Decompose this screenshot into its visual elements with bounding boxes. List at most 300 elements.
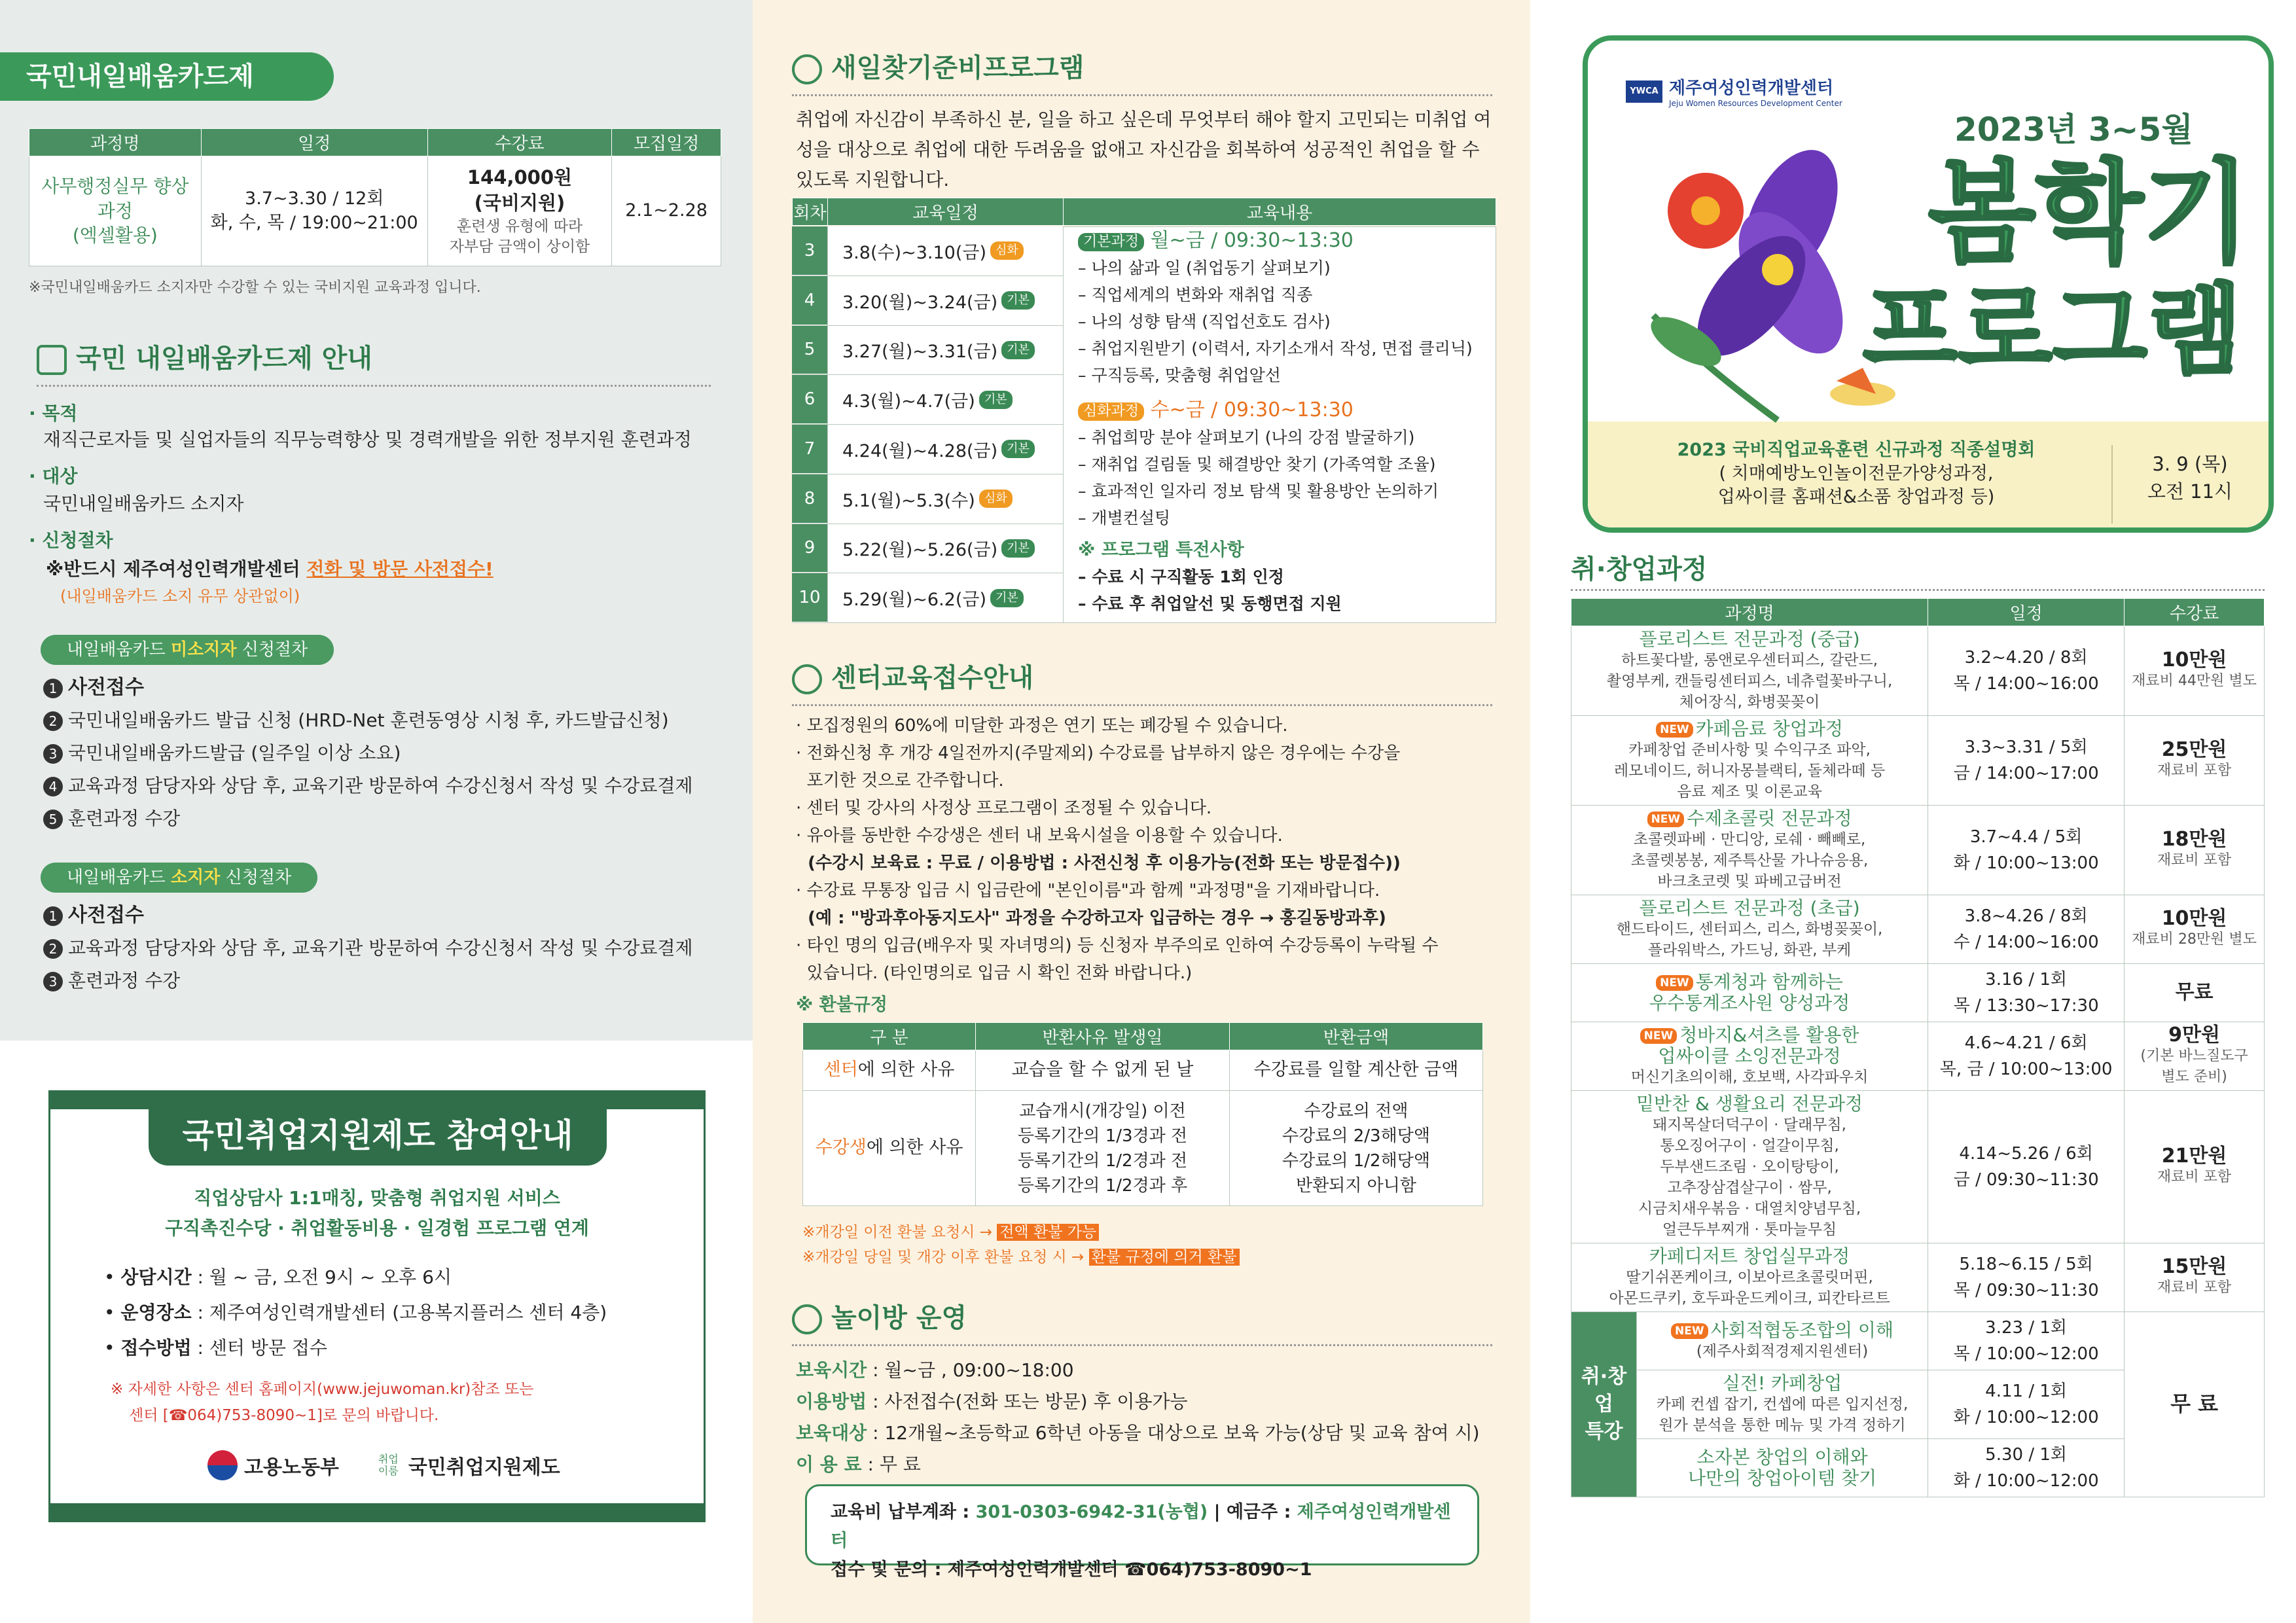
holder-b: 소지자 xyxy=(170,868,221,887)
list-item: 등록기간의 1/2경과 전 xyxy=(1017,1150,1188,1171)
table-row xyxy=(1571,1022,2265,1091)
logo-row xyxy=(207,1446,560,1485)
course-fee-cell xyxy=(2125,626,2265,716)
list-item: · 타인 명의 입금(배우자 및 자녀명의) 등 신청자 부주의로 인하여 수강등록이 누락될 수 xyxy=(796,936,1439,955)
course-schedule-cell xyxy=(1928,716,2125,806)
list-item xyxy=(43,932,693,965)
course-fee: 25만원 xyxy=(2161,738,2227,761)
refund-center: 센터 xyxy=(823,1060,858,1080)
step-text: 국민내일배움카드발급 (일주일 이상 소요) xyxy=(68,742,401,764)
course-name-text: 실전! 카페창업 xyxy=(1722,1372,1842,1394)
step-text: 훈련과정 수강 xyxy=(68,970,181,991)
table-row xyxy=(29,156,721,266)
session-date-cell xyxy=(827,326,1063,375)
session-date: 3.27(월)~3.31(금) xyxy=(842,342,998,363)
briefing-sub-2: 업싸이클 홈패션&소품 창업과정 등) xyxy=(1717,487,1995,507)
briefing-date: 3. 9 (목) xyxy=(2152,453,2228,475)
th-session: 회차 xyxy=(793,198,828,226)
course-desc: 딸기쉬폰케이크, 이보아르초콜릿머핀, xyxy=(1626,1269,1873,1286)
briefing-title: 2023 국비직업교육훈련 신규과정 직종설명회 xyxy=(1677,440,2036,460)
course-fee-note: (국비지원) xyxy=(474,192,565,215)
table-row xyxy=(792,276,1063,326)
course-desc: 초콜렛봉봉, 제주특산물 가나슈응용, xyxy=(1630,852,1869,869)
course-name xyxy=(1575,1094,1924,1115)
course-table xyxy=(1571,598,2265,1497)
course-schedule: 금 / 09:30~11:30 xyxy=(1953,1170,2099,1190)
table-row xyxy=(1571,1312,2265,1370)
pay-account: 301-0303-6942-31(농협) xyxy=(975,1502,1208,1522)
course-schedule-cell xyxy=(1928,964,2125,1022)
table-note: ※국민내일배움카드 소지자만 수강할 수 있는 국비지원 교육과정 입니다. xyxy=(29,279,481,296)
card-system-title: 국민내일배움카드제 xyxy=(0,52,334,101)
list-item: 교습개시(개강일) 이전 xyxy=(1019,1101,1186,1121)
th-fee: 수강료 xyxy=(2125,599,2265,626)
ngs-logo xyxy=(378,1451,560,1480)
course-fee: 10만원 xyxy=(2161,907,2227,930)
procedure-text-a: ※반드시 제주여성인력개발센터 xyxy=(46,558,307,580)
list-item: 등록기간의 1/2경과 후 xyxy=(1017,1175,1188,1196)
course-name xyxy=(1575,1246,1924,1267)
th-schedule: 일정 xyxy=(1928,599,2125,626)
briefing-sub-1: ( 치매예방노인놀이전문가양성과정, xyxy=(1719,463,1994,484)
list-item xyxy=(43,737,693,770)
course-name xyxy=(1575,1025,1924,1046)
procedure-text xyxy=(46,556,493,583)
refund-note-1 xyxy=(802,1220,1240,1245)
session-date-cell xyxy=(827,425,1063,474)
play-title: 놀이방 운영 xyxy=(831,1303,967,1333)
table-row xyxy=(792,425,1063,474)
course-desc: 바크초코렛 및 파베고급버전 xyxy=(1657,873,1842,890)
list-item: – 구직등록, 맞춤형 취업알선 xyxy=(1078,366,1281,385)
refund-center-reason: 에 의한 사유 xyxy=(857,1060,955,1080)
support-box xyxy=(48,1090,706,1522)
table-row xyxy=(792,226,1063,276)
divider xyxy=(792,94,1492,96)
course-schedule-2: 화, 수, 목 / 19:00~21:00 xyxy=(210,212,418,233)
step-number: 2 xyxy=(43,711,63,731)
session-date: 4.3(월)~4.7(금) xyxy=(842,391,975,412)
play-label: 보육시간 xyxy=(796,1359,867,1381)
card-icon xyxy=(37,345,67,375)
refund-row1-amount: 수강료를 일할 계산한 금액 xyxy=(1230,1050,1483,1091)
table-row xyxy=(792,573,1063,623)
list-item: 수강료의 2/3해당액 xyxy=(1282,1126,1430,1146)
step-text: 국민내일배움카드 발급 신청 (HRD-Net 훈련동영상 시청 후, 카드발급신청) xyxy=(68,709,669,731)
refund-note-1-b: 전액 환불 가능 xyxy=(997,1224,1099,1241)
refund-title: ※ 환불규정 xyxy=(796,995,888,1015)
nonholder-a: 내일배움카드 xyxy=(67,640,171,660)
session-number: 7 xyxy=(792,425,827,474)
list-item: – 나의 성향 탐색 (직업선호도 검사) xyxy=(1078,312,1331,331)
new-badge: NEW xyxy=(1656,975,1693,991)
list-item: 포기한 것으로 간주합니다. xyxy=(796,771,1004,791)
list-item: 있습니다. (타인명의로 입금 시 확인 전화 바랍니다.) xyxy=(796,963,1193,983)
course-name-text: 소자본 창업의 이해와 xyxy=(1696,1446,1868,1468)
th-refund-date: 반환사유 발생일 xyxy=(976,1023,1230,1050)
deep-course-line xyxy=(1078,397,1496,424)
support-item-label: 상담시간 xyxy=(120,1266,192,1288)
nonholder-b: 미소지자 xyxy=(170,640,237,660)
play-value: 12개월~초등학교 6학년 아동을 대상으로 보육 가능(상담 및 교육 참여 시) xyxy=(884,1422,1480,1444)
divider xyxy=(792,704,1492,706)
step-number: 3 xyxy=(43,744,63,764)
session-date-cell xyxy=(827,375,1063,424)
th-content: 교육내용 xyxy=(1064,198,1496,226)
course-fee: 무료 xyxy=(2175,981,2214,1004)
course-schedule: 4.11 / 1회 xyxy=(1985,1382,2068,1401)
briefing-text xyxy=(1607,438,2105,509)
course-schedule: 3.23 / 1회 xyxy=(1985,1318,2068,1338)
course-fee-cell xyxy=(2125,806,2265,895)
course-name-text: 사회적협동조합의 이해 xyxy=(1710,1319,1894,1341)
th-date: 교육일정 xyxy=(828,198,1064,226)
step-number: 5 xyxy=(43,810,63,829)
th-schedule: 일정 xyxy=(201,129,427,156)
play-value: 사전접수(전화 또는 방문) 후 이용가능 xyxy=(884,1391,1188,1412)
table-row xyxy=(803,1091,1483,1206)
list-item: 반환되지 아니함 xyxy=(1295,1175,1417,1196)
course-schedule-cell xyxy=(1928,1370,2125,1439)
table-row xyxy=(803,1050,1483,1091)
course-name-text: 플로리스트 전문과정 (초급) xyxy=(1639,897,1860,919)
course-schedule-cell xyxy=(1928,1243,2125,1312)
play-value: 월~금 , 09:00~18:00 xyxy=(884,1359,1074,1381)
nonholder-c: 신청절차 xyxy=(236,640,308,660)
th-recruit: 모집일정 xyxy=(612,129,721,156)
cover-title-2: 프로그램 xyxy=(1863,274,2242,388)
course-schedule: 3.7~4.4 / 5회 xyxy=(1969,827,2083,847)
support-item-label: 접수방법 xyxy=(120,1337,192,1359)
course-fee-cell xyxy=(2125,895,2265,964)
refund-note-2-a: ※개강일 당일 및 개강 이후 환불 요청 시 → xyxy=(802,1249,1089,1266)
session-rows xyxy=(792,226,1063,623)
play-label: 보육대상 xyxy=(796,1422,867,1444)
course-fee-cell xyxy=(2125,1243,2265,1312)
course-schedule-cell xyxy=(1928,626,2125,716)
deep-badge: 심화과정 xyxy=(1078,402,1144,421)
course-desc: 촬영부케, 캔들링센터피스, 네츄럴꽃바구니, xyxy=(1606,673,1893,690)
refund-note-1-a: ※개강일 이전 환불 요청시 → xyxy=(802,1224,997,1241)
holder-c: 신청절차 xyxy=(220,868,292,887)
course-schedule-1: 3.7~3.30 / 12회 xyxy=(245,188,384,209)
support-item-value: 월 ~ 금, 오전 9시 ~ 오후 6시 xyxy=(209,1266,452,1288)
course-desc: 시금치새우볶음 · 대열치양념무침, xyxy=(1638,1200,1861,1217)
course-schedule-cell xyxy=(1928,1312,2125,1370)
list-item: 등록기간의 1/3경과 전 xyxy=(1017,1126,1188,1146)
course-name xyxy=(1575,719,1924,740)
procedure-label: · 신청절차 xyxy=(29,529,113,551)
payment-line-2: 접수 및 문의 : 제주여성인력개발센터 ☎064)753-8090~1 xyxy=(831,1560,1312,1580)
course-name-text: 밑반찬 & 생활요리 전문과정 xyxy=(1636,1093,1863,1115)
program-title: 새일찾기준비프로그램 xyxy=(831,53,1085,83)
course-name xyxy=(1575,972,1924,993)
list-item xyxy=(43,770,693,802)
course-schedule: 4.14~5.26 / 6회 xyxy=(1959,1144,2093,1164)
basic-badge: 기본과정 xyxy=(1078,233,1144,251)
refund-student-reason: 에 의한 사유 xyxy=(866,1137,963,1158)
course-name-text: 수제초콜릿 전문과정 xyxy=(1687,808,1852,829)
course-fee-cell xyxy=(2125,964,2265,1022)
baby-icon xyxy=(792,1304,822,1334)
course-desc: 얼큰두부찌개 · 톳마늘무침 xyxy=(1662,1221,1837,1238)
cover-title-1: 봄학기 xyxy=(1928,149,2251,278)
card-guide-heading xyxy=(37,338,372,375)
basic-course-line xyxy=(1078,227,1496,255)
course-fee-sub: 재료비 28만원 별도 xyxy=(2132,931,2257,948)
session-number: 5 xyxy=(792,326,827,375)
course-name-1: 사무행정실무 향상과정 xyxy=(41,175,189,222)
list-item xyxy=(43,704,693,737)
course-schedule: 목 / 10:00~12:00 xyxy=(1953,1344,2099,1364)
session-type-badge: 기본 xyxy=(1001,291,1035,310)
course-desc: 두부샌드조림 · 오이탕탕이, xyxy=(1660,1158,1839,1175)
pay-c: | 예금주 : xyxy=(1208,1502,1297,1522)
course-fee-sub1: 훈련생 유형에 따라 xyxy=(456,217,583,235)
card-guide-title: 국민 내일배움카드제 안내 xyxy=(76,344,372,374)
step-number: 4 xyxy=(43,777,63,796)
course-desc: 원가 분석을 통한 메뉴 및 가격 정하기 xyxy=(1659,1417,1906,1434)
th-fee: 수강료 xyxy=(427,129,611,156)
session-date: 5.29(월)~6.2(금) xyxy=(842,590,986,611)
target-text: 국민내일배움카드 소지자 xyxy=(43,493,244,514)
course-fee-sub: 재료비 포함 xyxy=(2157,1279,2232,1296)
table-row xyxy=(1571,806,2265,895)
course-recruit: 2.1~2.28 xyxy=(612,156,721,266)
course-schedule: 목, 금 / 10:00~13:00 xyxy=(1939,1060,2113,1079)
th-refund-type: 구 분 xyxy=(803,1023,976,1050)
course-desc: 플라워박스, 가드닝, 화관, 부케 xyxy=(1647,942,1852,959)
moel-logo xyxy=(207,1450,339,1480)
course-desc: 초콜렛파베 · 만디앙, 로쉐 · 빼빼로, xyxy=(1633,831,1866,848)
session-date-cell xyxy=(827,276,1063,325)
course-schedule: 화 / 10:00~12:00 xyxy=(1953,1471,2099,1491)
list-item: – 수료 후 취업알선 및 동행면접 지원 xyxy=(1078,594,1342,613)
course-fee-sub: 별도 준비) xyxy=(2161,1069,2227,1085)
session-type-badge: 심화 xyxy=(979,490,1013,508)
course-desc: 아몬드쿠키, 호두파운드케이크, 피칸타르트 xyxy=(1609,1290,1890,1307)
session-date-cell xyxy=(827,573,1063,622)
info-icon xyxy=(792,664,822,694)
step-number: 2 xyxy=(43,939,63,959)
course-schedule: 목 / 14:00~16:00 xyxy=(1953,674,2099,694)
course-fee: 144,000원 xyxy=(467,166,573,189)
course-fee-cell xyxy=(2125,1022,2265,1091)
special-label: 특강 xyxy=(1585,1420,1623,1443)
content-cell xyxy=(1063,226,1496,623)
refund-student: 수강생 xyxy=(815,1137,867,1158)
list-item: 수강료의 1/2해당액 xyxy=(1282,1150,1430,1171)
course-name-2: (엑셀활용) xyxy=(72,224,158,247)
table-row xyxy=(1571,895,2265,964)
benefit-title: ※ 프로그램 특전사항 xyxy=(1078,540,1244,560)
course-fee-sub: (기본 바느질도구 xyxy=(2140,1048,2248,1064)
list-item: · 유아를 동반한 수강생은 센터 내 보육시설을 이용할 수 있습니다. xyxy=(796,826,1283,846)
support-line1: 직업상담사 1:1매칭, 맞춤형 취업지원 서비스 xyxy=(194,1187,560,1209)
list-item: • 상담시간 : 월 ~ 금, 오전 9시 ~ 오후 6시 xyxy=(104,1266,452,1288)
course-name-cell xyxy=(1571,806,1928,895)
center-items xyxy=(796,712,1503,987)
course-schedule-cell xyxy=(1928,806,2125,895)
list-item: – 수료 시 구직활동 1회 인정 xyxy=(1078,567,1284,586)
purpose-text: 재직근로자들 및 실업자들의 직무능력향상 및 경력개발을 위한 정부지원 훈련과정 xyxy=(43,429,692,450)
list-item: – 취업지원받기 (이력서, 자기소개서 작성, 면접 클리닉) xyxy=(1078,339,1473,358)
support-bottom-bar xyxy=(50,1503,704,1520)
th-refund-amount: 반환금액 xyxy=(1230,1023,1483,1050)
special-label: 취·창업 xyxy=(1581,1365,1627,1416)
basic-time: 월~금 / 09:30~13:30 xyxy=(1144,229,1354,252)
course-desc: 통오징어구이 · 얼갈이무침, xyxy=(1660,1137,1839,1154)
course-fee: 10만원 xyxy=(2161,649,2227,671)
briefing-divider xyxy=(2111,445,2113,524)
session-date-cell xyxy=(827,474,1063,524)
refund-row1-date: 교습을 할 수 없게 된 날 xyxy=(976,1050,1230,1091)
course-name xyxy=(1575,808,1924,829)
session-type-badge: 기본 xyxy=(1001,440,1035,458)
table-row xyxy=(1571,1091,2265,1243)
play-value: 무 료 xyxy=(879,1454,921,1475)
course-name-cell xyxy=(1571,1243,1928,1312)
list-item: · 전화신청 후 개강 4일전까지(주말제외) 수강료를 납부하지 않은 경우에는 수강을 xyxy=(796,743,1401,763)
course-name-text: 플로리스트 전문과정 (중급) xyxy=(1639,628,1860,650)
table-row xyxy=(1571,964,2265,1022)
session-number: 9 xyxy=(792,524,827,573)
special-fee: 무 료 xyxy=(2125,1312,2265,1497)
list-item: · 센터 및 강사의 사정상 프로그램이 조정될 수 있습니다. xyxy=(796,798,1212,818)
list-item: 이 용 료 : 무 료 xyxy=(796,1454,921,1475)
target-label: · 대상 xyxy=(29,465,78,487)
program-heading xyxy=(792,47,1084,84)
step-number: 1 xyxy=(43,906,63,926)
step-text: 교육과정 담당자와 상담 후, 교육기관 방문하여 수강신청서 작성 및 수강료결제 xyxy=(68,775,693,796)
list-item: – 개별컨설팅 xyxy=(1078,508,1171,527)
course-fee-sub: 재료비 포함 xyxy=(2157,762,2232,779)
course-fee: 9만원 xyxy=(2168,1024,2220,1046)
course-desc: 고추장삼겹살구이 · 쌈무, xyxy=(1667,1179,1832,1196)
purpose-label: · 목적 xyxy=(29,402,78,424)
payment-line-1 xyxy=(831,1498,1454,1556)
course-desc: 핸드타이드, 센터피스, 리스, 화병꽂꽂이, xyxy=(1616,921,1883,938)
list-item: – 효과적인 일자리 정보 탐색 및 활용방안 논의하기 xyxy=(1078,482,1439,501)
divider xyxy=(1571,589,2265,591)
course-desc: 음료 제조 및 이론교육 xyxy=(1677,783,1822,800)
pay-a: 교육비 납부계좌 : xyxy=(831,1502,976,1522)
session-number: 4 xyxy=(792,276,827,325)
nonholder-pill xyxy=(41,635,334,665)
new-badge: NEW xyxy=(1640,1028,1677,1044)
table-row xyxy=(792,326,1063,376)
flower-red xyxy=(1668,173,1744,249)
course-name-text: 카페디저트 창업실무과정 xyxy=(1649,1245,1850,1267)
course-name-text: 청바지&셔츠를 활용한 xyxy=(1679,1024,1859,1046)
new-badge: NEW xyxy=(1647,812,1685,827)
session-date-cell xyxy=(827,226,1063,276)
session-date: 4.24(월)~4.28(금) xyxy=(842,440,998,461)
play-label: 이 용 료 xyxy=(796,1454,862,1475)
list-item xyxy=(43,965,693,997)
support-note-1: ※ 자세한 사항은 센터 홈페이지(www.jejuwoman.kr)참조 또는 xyxy=(111,1381,534,1398)
course-fee: 21만원 xyxy=(2161,1145,2227,1168)
course-desc: (제주사회적경제지원센터) xyxy=(1696,1343,1869,1360)
course-schedule-cell xyxy=(1928,1439,2125,1497)
right-column xyxy=(1530,0,2296,1623)
course-name-cell xyxy=(1571,895,1928,964)
procedure-text-b: 전화 및 방문 사전접수! xyxy=(306,558,493,580)
step-text: 사전접수 xyxy=(68,904,144,927)
special-label-cell xyxy=(1571,1312,1637,1497)
course-fee-sub: 재료비 포함 xyxy=(2157,852,2232,868)
divider xyxy=(37,385,711,387)
nonholder-steps xyxy=(43,671,693,835)
session-table xyxy=(792,198,1496,226)
left-column xyxy=(0,0,753,1623)
session-type-badge: 심화 xyxy=(990,241,1024,260)
step-number: 1 xyxy=(43,679,63,698)
course-desc: 레모네이드, 허니자몽블랙티, 돌체라떼 등 xyxy=(1613,762,1886,779)
list-item: • 운영장소 : 제주여성인력개발센터 (고용복지플러스 센터 4층) xyxy=(104,1302,607,1323)
support-item-value: 제주여성인력개발센터 (고용복지플러스 센터 4층) xyxy=(209,1302,607,1323)
session-number: 8 xyxy=(792,474,827,524)
pay-holder: 제주여성인력개발센터 xyxy=(831,1502,1451,1551)
course-name-cell xyxy=(1571,626,1928,716)
course-schedule: 금 / 14:00~17:00 xyxy=(1953,764,2099,783)
divider xyxy=(792,1344,1492,1346)
course-name-cell xyxy=(1571,716,1928,806)
deep-time: 수~금 / 09:30~13:30 xyxy=(1144,399,1354,421)
procedure-sub: (내일배움카드 소지 유무 상관없이) xyxy=(60,587,300,605)
course-name-2: 업싸이클 소잉전문과정 xyxy=(1658,1045,1841,1067)
holder-a: 내일배움카드 xyxy=(67,868,171,887)
table-row xyxy=(792,474,1063,524)
session-date-cell xyxy=(827,524,1063,573)
course-name-cell xyxy=(1571,964,1928,1022)
list-item: – 직업세계의 변화와 재취업 직종 xyxy=(1078,285,1313,304)
course-heading: 취·창업과정 xyxy=(1571,554,1708,584)
org-name-en: Jeju Women Resources Development Center xyxy=(1669,99,1842,108)
course-name xyxy=(1641,1447,1924,1468)
list-item: (예 : "방과후아동지도사" 과정을 수강하고자 입금하는 경우 → 홍길동방과후) xyxy=(796,908,1386,928)
session-date: 3.8(수)~3.10(금) xyxy=(842,242,986,263)
session-type-badge: 기본 xyxy=(1001,539,1035,558)
course-fee-sub: 재료비 포함 xyxy=(2157,1169,2232,1185)
play-items xyxy=(796,1355,1480,1480)
course-desc: 카페 컨셉 잡기, 컨셉에 따른 입지선정, xyxy=(1656,1396,1909,1413)
list-item xyxy=(43,802,693,835)
support-note xyxy=(111,1376,533,1429)
list-item: · 수강료 무통장 입금 시 입금란에 "본인이름"과 함께 "과정명"을 기재바랍니다. xyxy=(796,881,1380,901)
list-item: (수강시 보육료 : 무료 / 이용방법 : 사전신청 후 이용가능(전화 또는 방문접수)) xyxy=(796,853,1401,873)
th-course: 과정명 xyxy=(29,129,202,156)
course-schedule: 화 / 10:00~13:00 xyxy=(1953,853,2099,873)
table-row xyxy=(792,524,1063,574)
session-date: 3.20(월)~3.24(금) xyxy=(842,292,998,313)
course-schedule-cell xyxy=(1928,895,2125,964)
list-item: · 모집정원의 60%에 미달한 과정은 연기 또는 폐강될 수 있습니다. xyxy=(796,716,1288,736)
list-item: 보육대상 : 12개월~초등학교 6학년 아동을 대상으로 보육 가능(상담 및 교육 참여 시) xyxy=(796,1422,1480,1444)
middle-column xyxy=(753,0,1530,1623)
magnifier-icon xyxy=(792,54,822,84)
course-name-2: 나만의 창업아이템 찾기 xyxy=(1687,1467,1877,1489)
org-logo xyxy=(1626,75,1842,108)
course-schedule: 3.2~4.20 / 8회 xyxy=(1964,648,2088,668)
cover-frame xyxy=(1583,35,2274,533)
course-name-cell xyxy=(1571,1022,1928,1091)
holder-steps xyxy=(43,899,693,997)
session-date: 5.22(월)~5.26(금) xyxy=(842,540,998,561)
course-name-cell xyxy=(1637,1370,1928,1439)
list-item xyxy=(43,899,693,932)
table-row xyxy=(1571,1243,2265,1312)
